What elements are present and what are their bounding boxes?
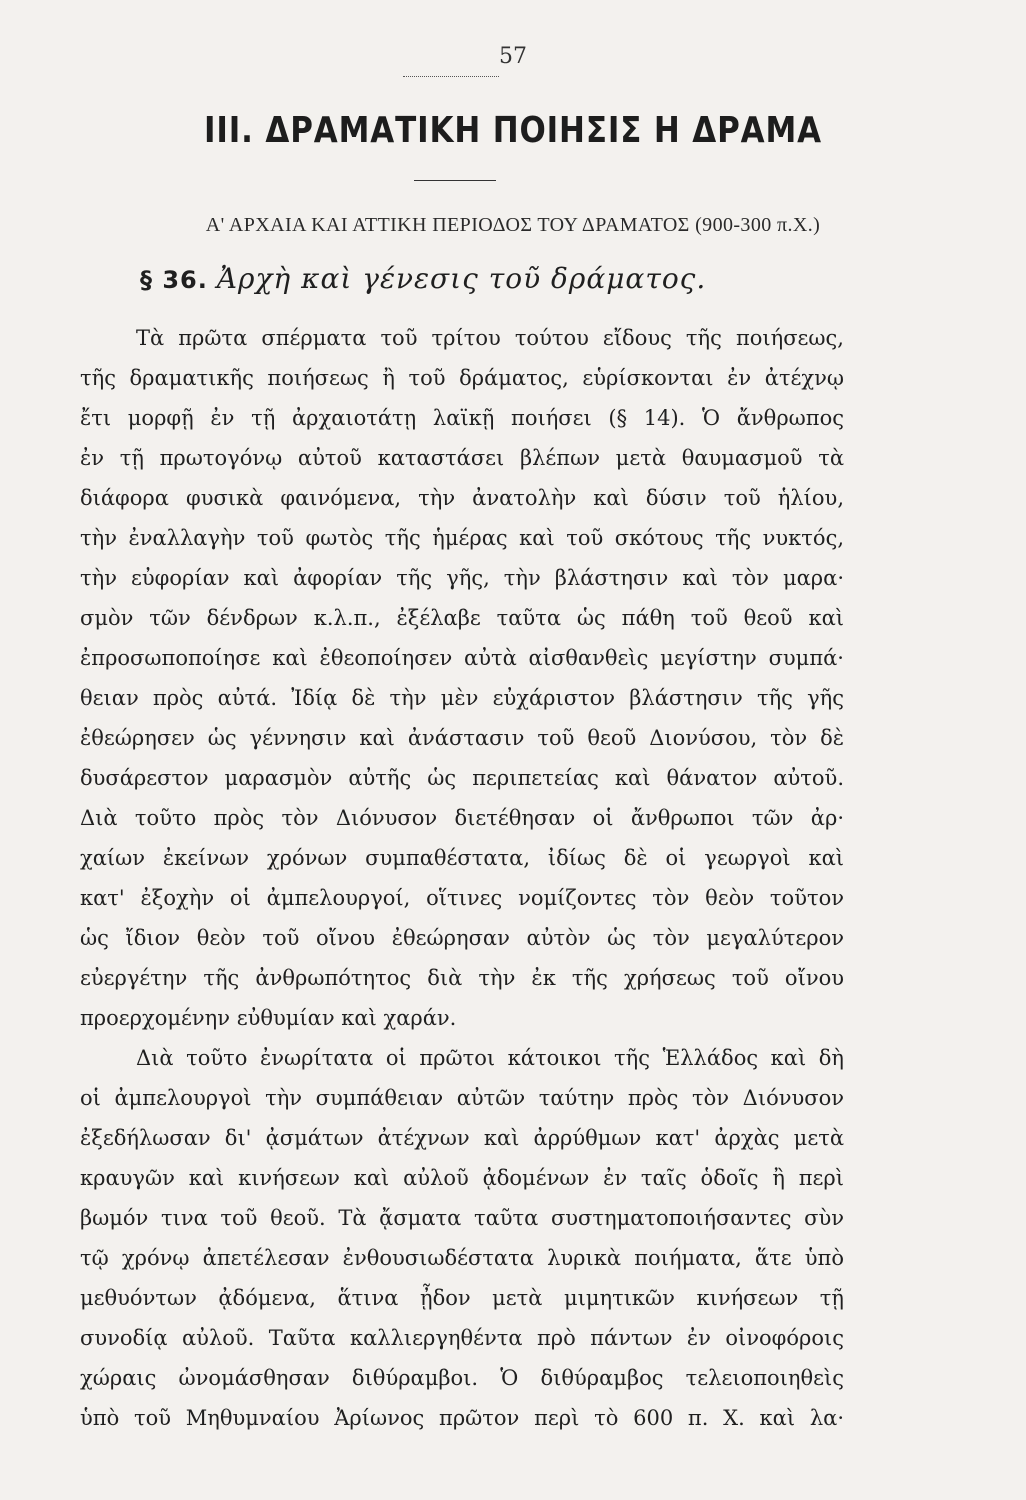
section-number: § 36.	[140, 266, 208, 294]
text-line: κατ' ἐξοχὴν οἱ ἀμπελουργοί, οἵτινες νομίζοντες τὸν θεὸν τοῦτον	[80, 886, 844, 910]
page-number: 57	[499, 44, 527, 69]
text-line: δυσάρεστον μαρασμὸν αὐτῆς ὡς περιπετείας καὶ θάνατον αὐτοῦ.	[80, 766, 844, 790]
text-line: ἐθεώρησεν ὡς γέννησιν καὶ ἀνάστασιν τοῦ θεοῦ Διονύσου, τὸν δὲ	[80, 726, 844, 750]
text-line: τῷ χρόνῳ ἀπετέλεσαν ἐνθουσιωδέστατα λυρικὰ ποιήματα, ἅτε ὑπὸ	[80, 1246, 844, 1270]
text-line: οἱ ἀμπελουργοὶ τὴν συμπάθειαν αὐτῶν ταύτην πρὸς τὸν Διόνυσον	[80, 1086, 844, 1110]
text-line: τὴν ἐναλλαγὴν τοῦ φωτὸς τῆς ἡμέρας καὶ τοῦ σκότους τῆς νυκτός,	[80, 526, 844, 550]
text-line: ἐξεδήλωσαν δι' ᾀσμάτων ἀτέχνων καὶ ἀρρύθμων κατ' ἀρχὰς μετὰ	[80, 1126, 844, 1150]
text-line: θειαν πρὸς αὐτά. Ἰδίᾳ δὲ τὴν μὲν εὐχάριστον βλάστησιν τῆς γῆς	[80, 686, 844, 710]
text-line: συνοδίᾳ αὐλοῦ. Ταῦτα καλλιεργηθέντα πρὸ πάντων ἐν οἰνοφόροις	[80, 1326, 844, 1350]
text-line: Τὰ πρῶτα σπέρματα τοῦ τρίτου τούτου εἴδους τῆς ποιήσεως,	[136, 326, 844, 350]
text-line: διάφορα φυσικὰ φαινόμενα, τὴν ἀνατολὴν καὶ δύσιν τοῦ ἡλίου,	[80, 486, 844, 510]
text-line: τῆς δραματικῆς ποιήσεως ἢ τοῦ δράματος, εὑρίσκονται ἐν ἀτέχνῳ	[80, 366, 844, 390]
text-line: μεθυόντων ᾀδόμενα, ἅτινα ᾖδον μετὰ μιμητικῶν κινήσεων τῇ	[80, 1286, 844, 1310]
section-title: Ἀρχὴ καὶ γένεσις τοῦ δράματος.	[216, 262, 707, 295]
text-line: χώραις ὠνομάσθησαν διθύραμβοι. Ὁ διθύραμβος τελειοποιηθεὶς	[80, 1366, 844, 1390]
text-line: ἐπροσωποποίησε καὶ ἐθεοποίησεν αὐτὰ αἰσθανθεὶς μεγίστην συμπά·	[80, 646, 844, 670]
text-line: Διὰ τοῦτο πρὸς τὸν Διόνυσον διετέθησαν οἱ ἄνθρωποι τῶν ἀρ·	[80, 806, 844, 830]
text-line: τὴν εὐφορίαν καὶ ἀφορίαν τῆς γῆς, τὴν βλάστησιν καὶ τὸν μαρα·	[80, 566, 844, 590]
text-line: Διὰ τοῦτο ἐνωρίτατα οἱ πρῶτοι κάτοικοι τῆς Ἑλλάδος καὶ δὴ	[136, 1046, 844, 1070]
text-line: ὑπὸ τοῦ Μηθυμναίου Ἀρίωνος πρῶτον περὶ τὸ 600 π. Χ. καὶ λα·	[80, 1406, 844, 1430]
section-heading	[140, 262, 706, 295]
text-line: εὐεργέτην τῆς ἀνθρωπότητος διὰ τὴν ἐκ τῆς χρήσεως τοῦ οἴνου	[80, 966, 844, 990]
text-line: ἐν τῇ πρωτογόνῳ αὐτοῦ καταστάσει βλέπων μετὰ θαυμασμοῦ τὰ	[80, 446, 844, 470]
chapter-title: ΙΙΙ. ΔΡΑΜΑΤΙΚΗ ΠΟΙΗΣΙΣ Η ΔΡΑΜΑ	[204, 110, 822, 151]
page-number-rule	[403, 76, 499, 77]
text-line: σμὸν τῶν δένδρων κ.λ.π., ἐξέλαβε ταῦτα ὡς πάθη τοῦ θεοῦ καὶ	[80, 606, 844, 630]
title-rule	[414, 180, 496, 181]
text-line: προερχομένην εὐθυμίαν καὶ χαράν.	[80, 1006, 457, 1030]
text-line: ἔτι μορφῇ ἐν τῇ ἀρχαιοτάτῃ λαϊκῇ ποιήσει (§ 14). Ὁ ἄνθρωπος	[80, 406, 844, 430]
text-line: ὡς ἴδιον θεὸν τοῦ οἴνου ἐθεώρησαν αὐτὸν ὡς τὸν μεγαλύτερον	[80, 926, 844, 950]
text-line: χαίων ἐκείνων χρόνων συμπαθέστατα, ἰδίως δὲ οἱ γεωργοὶ καὶ	[80, 846, 844, 870]
period-heading: Α' ΑΡΧΑΙΑ ΚΑΙ ΑΤΤΙΚΗ ΠΕΡΙΟΔΟΣ ΤΟΥ ΔΡΑΜΑΤΟΣ (900-300 π.Χ.)	[205, 214, 821, 236]
text-line: κραυγῶν καὶ κινήσεων καὶ αὐλοῦ ᾀδομένων ἐν ταῖς ὁδοῖς ἢ περὶ	[80, 1166, 844, 1190]
text-line: βωμόν τινα τοῦ θεοῦ. Τὰ ᾄσματα ταῦτα συστηματοποιήσαντες σὺν	[80, 1206, 844, 1230]
